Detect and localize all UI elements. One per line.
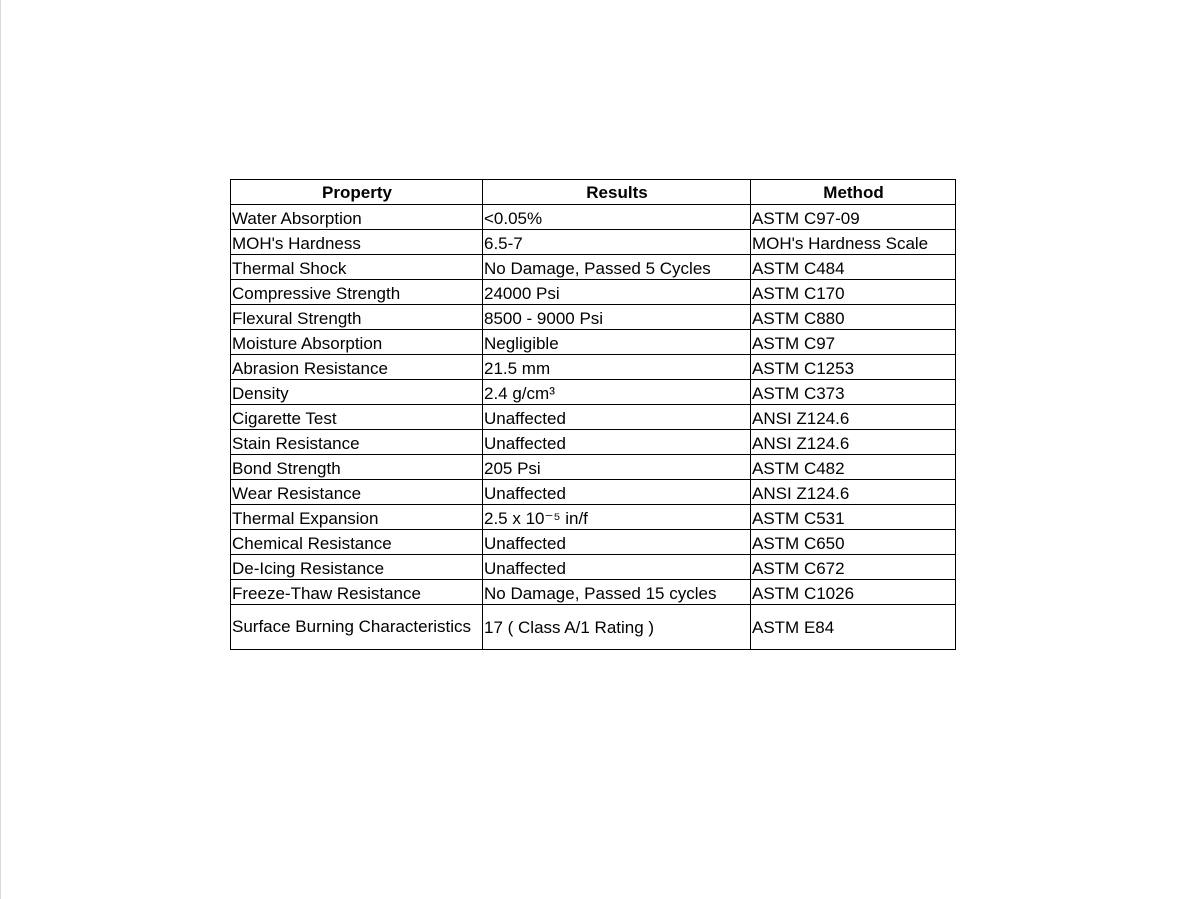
method-cell: ASTM C672	[751, 555, 956, 580]
result-cell: No Damage, Passed 5 Cycles	[483, 255, 751, 280]
method-cell: ASTM E84	[751, 605, 956, 650]
property-cell: Surface Burning Characteristics	[231, 605, 483, 650]
header-method: Method	[751, 180, 956, 205]
method-cell: ASTM C1253	[751, 355, 956, 380]
header-results: Results	[483, 180, 751, 205]
property-cell: Flexural Strength	[231, 305, 483, 330]
result-cell: Unaffected	[483, 430, 751, 455]
property-cell: Density	[231, 380, 483, 405]
property-cell: Water Absorption	[231, 205, 483, 230]
result-cell: Negligible	[483, 330, 751, 355]
method-cell: ASTM C482	[751, 455, 956, 480]
property-cell: Abrasion Resistance	[231, 355, 483, 380]
property-cell: Bond Strength	[231, 455, 483, 480]
table-row	[231, 205, 956, 230]
method-cell: ASTM C880	[751, 305, 956, 330]
result-cell: 24000 Psi	[483, 280, 751, 305]
property-cell: Wear Resistance	[231, 480, 483, 505]
result-cell: Unaffected	[483, 480, 751, 505]
result-cell: <0.05%	[483, 205, 751, 230]
result-cell: 17 ( Class A/1 Rating )	[483, 605, 751, 650]
table-row	[231, 380, 956, 405]
result-cell: 2.5 x 10⁻⁵ in/f	[483, 505, 751, 530]
page-left-border	[0, 0, 1, 899]
method-cell: ANSI Z124.6	[751, 480, 956, 505]
method-cell: ASTM C531	[751, 505, 956, 530]
method-cell: ASTM C484	[751, 255, 956, 280]
property-cell: Stain Resistance	[231, 430, 483, 455]
table-row	[231, 530, 956, 555]
property-cell: Moisture Absorption	[231, 330, 483, 355]
property-cell: Chemical Resistance	[231, 530, 483, 555]
table-row	[231, 405, 956, 430]
method-cell: ASTM C97	[751, 330, 956, 355]
table-row	[231, 355, 956, 380]
property-cell: MOH's Hardness	[231, 230, 483, 255]
method-cell: ASTM C373	[751, 380, 956, 405]
result-cell: No Damage, Passed 15 cycles	[483, 580, 751, 605]
property-cell: De-Icing Resistance	[231, 555, 483, 580]
property-cell: Compressive Strength	[231, 280, 483, 305]
properties-table	[230, 179, 956, 650]
method-cell: ASTM C1026	[751, 580, 956, 605]
result-cell: Unaffected	[483, 405, 751, 430]
result-cell: Unaffected	[483, 555, 751, 580]
table-row	[231, 430, 956, 455]
property-cell: Thermal Shock	[231, 255, 483, 280]
method-cell: ASTM C650	[751, 530, 956, 555]
table-row	[231, 230, 956, 255]
table-row	[231, 255, 956, 280]
table-row	[231, 480, 956, 505]
method-cell: MOH's Hardness Scale	[751, 230, 956, 255]
result-cell: 2.4 g/cm³	[483, 380, 751, 405]
property-cell: Thermal Expansion	[231, 505, 483, 530]
table-header-row	[231, 180, 956, 205]
result-cell: 8500 - 9000 Psi	[483, 305, 751, 330]
property-cell: Cigarette Test	[231, 405, 483, 430]
result-cell: 6.5-7	[483, 230, 751, 255]
method-cell: ANSI Z124.6	[751, 405, 956, 430]
result-cell: 205 Psi	[483, 455, 751, 480]
table-row	[231, 280, 956, 305]
result-cell: Unaffected	[483, 530, 751, 555]
method-cell: ANSI Z124.6	[751, 430, 956, 455]
table-row	[231, 330, 956, 355]
table-row	[231, 305, 956, 330]
table-row	[231, 555, 956, 580]
property-cell: Freeze-Thaw Resistance	[231, 580, 483, 605]
method-cell: ASTM C97-09	[751, 205, 956, 230]
table-row	[231, 455, 956, 480]
result-cell: 21.5 mm	[483, 355, 751, 380]
method-cell: ASTM C170	[751, 280, 956, 305]
table-row	[231, 580, 956, 605]
header-property: Property	[231, 180, 483, 205]
table-row	[231, 605, 956, 650]
table-row	[231, 505, 956, 530]
